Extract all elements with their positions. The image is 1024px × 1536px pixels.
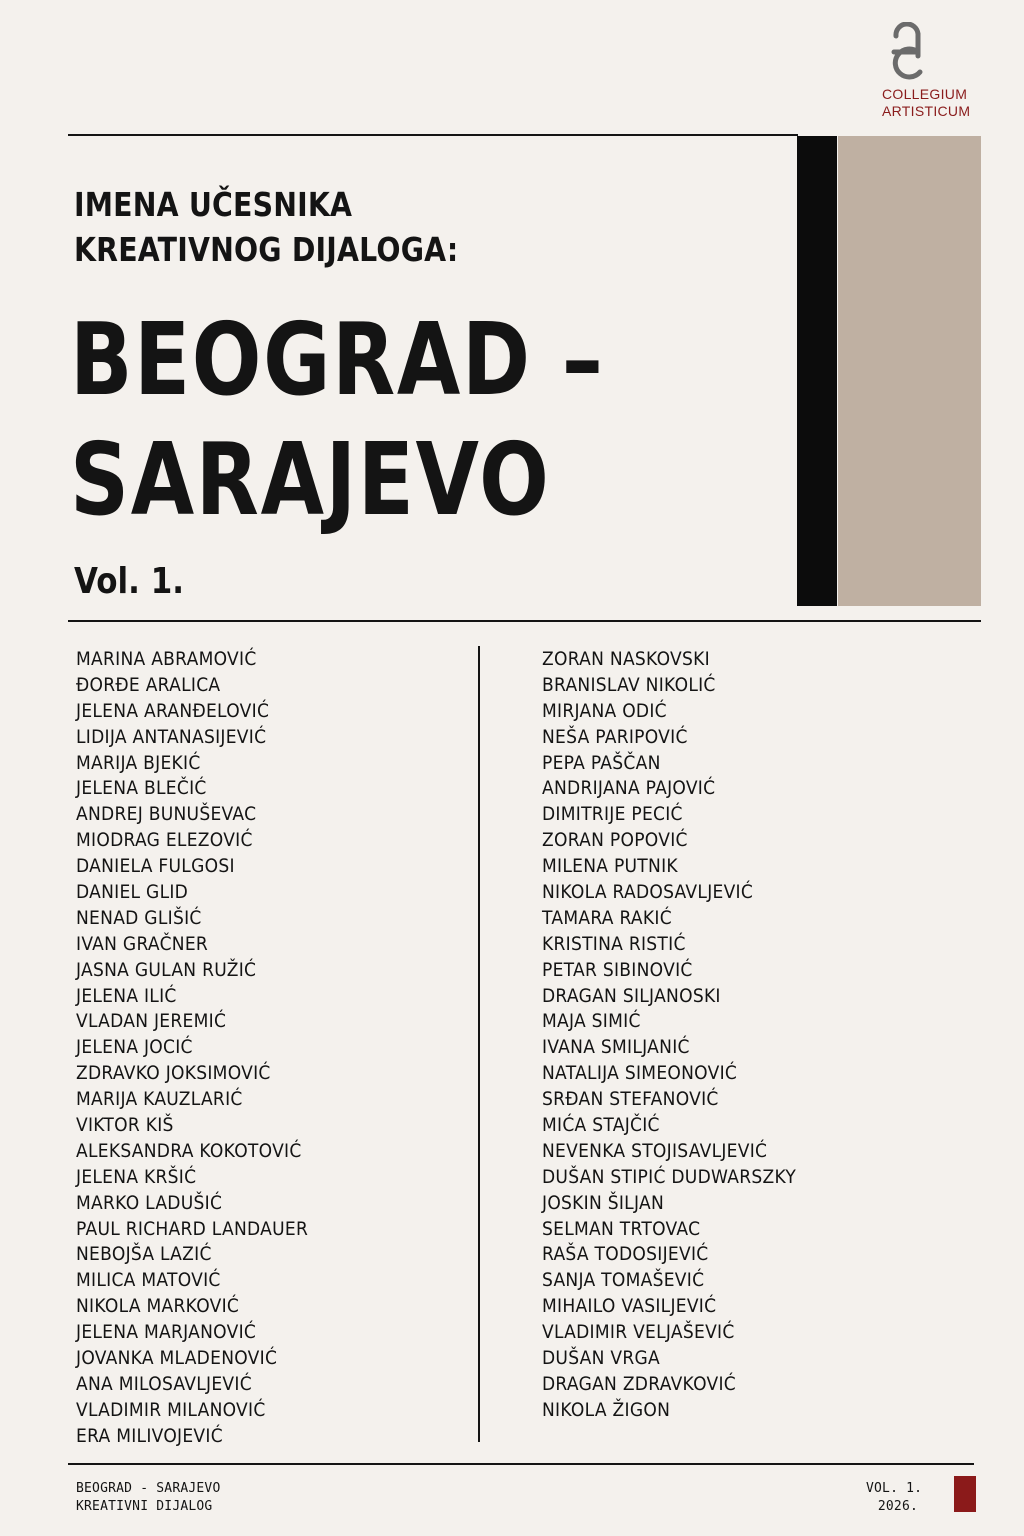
tan-block: [838, 136, 981, 606]
list-item: MIRJANA ODIĆ: [542, 699, 667, 722]
logo-text: [882, 86, 970, 120]
footer-right: [866, 1480, 923, 1516]
list-item: MARINA ABRAMOVIĆ: [76, 648, 257, 670]
black-bar: [797, 136, 837, 606]
list-item: MILENA PUTNIK: [542, 855, 678, 878]
logo-line-1: COLLEGIUM: [882, 86, 968, 102]
names-list-left: [76, 647, 308, 1450]
list-item: ERA MILIVOJEVIĆ: [76, 1424, 223, 1447]
list-item: NEBOJŠA LAZIĆ: [76, 1243, 212, 1266]
list-item: MIĆA STAJČIĆ: [542, 1114, 660, 1137]
footer-square: [954, 1476, 976, 1512]
footer-left: [76, 1480, 220, 1516]
list-item: PETAR SIBINOVIĆ: [542, 958, 693, 981]
top-rule: [68, 134, 798, 136]
list-item: IVANA SMILJANIĆ: [542, 1036, 690, 1059]
list-item: NENAD GLIŠIĆ: [76, 906, 202, 929]
list-item: PAUL RICHARD LANDAUER: [76, 1217, 309, 1240]
list-item: ANA MILOSAVLJEVIĆ: [76, 1372, 252, 1395]
list-item: MILICA MATOVIĆ: [76, 1269, 221, 1292]
list-item: JELENA JOCIĆ: [76, 1036, 193, 1059]
header-bottom-rule: [68, 620, 981, 622]
footer-right-line-2: 2026.: [877, 1499, 918, 1514]
list-item: VLADAN JEREMIĆ: [76, 1010, 227, 1033]
list-item: NATALIJA SIMEONOVIĆ: [542, 1062, 738, 1085]
list-item: ZORAN POPOVIĆ: [542, 829, 688, 852]
footer-rule: [68, 1463, 974, 1465]
list-item: MIODRAG ELEZOVIĆ: [76, 829, 253, 852]
page-title: [70, 300, 605, 540]
list-item: NIKOLA RADOSAVLJEVIĆ: [542, 881, 754, 904]
list-item: BRANISLAV NIKOLIĆ: [542, 673, 716, 696]
collegium-artisticum-logo-icon: [884, 22, 930, 80]
list-item: JELENA ILIĆ: [76, 984, 177, 1007]
list-item: SRĐAN STEFANOVIĆ: [542, 1088, 719, 1111]
column-divider: [478, 646, 480, 1442]
list-item: DUŠAN STIPIĆ DUDWARSZKY: [542, 1165, 797, 1188]
list-item: JASNA GULAN RUŽIĆ: [76, 958, 257, 981]
list-item: DRAGAN SILJANOSKI: [542, 984, 721, 1007]
list-item: ALEKSANDRA KOKOTOVIĆ: [76, 1139, 302, 1162]
list-item: JELENA BLEČIĆ: [76, 777, 207, 800]
list-item: ANDREJ BUNUŠEVAC: [76, 803, 257, 826]
list-item: ZORAN NASKOVSKI: [542, 648, 710, 670]
subtitle-line-1: IMENA UČESNIKA: [74, 185, 353, 224]
list-item: NEŠA PARIPOVIĆ: [542, 725, 688, 748]
list-item: LIDIJA ANTANASIJEVIĆ: [76, 725, 267, 748]
list-item: DANIELA FULGOSI: [76, 855, 235, 878]
list-item: SELMAN TRTOVAC: [542, 1217, 701, 1240]
list-item: TAMARA RAKIĆ: [542, 906, 672, 929]
footer-right-line-1: VOL. 1.: [866, 1481, 923, 1496]
list-item: NIKOLA ŽIGON: [542, 1398, 671, 1421]
list-item: ANDRIJANA PAJOVIĆ: [542, 777, 716, 800]
list-item: PEPA PAŠČAN: [542, 751, 661, 774]
list-item: VLADIMIR VELJAŠEVIĆ: [542, 1321, 735, 1344]
list-item: MARIJA BJEKIĆ: [76, 751, 201, 774]
collegium-artisticum-logo: [880, 22, 990, 122]
list-item: ĐORĐE ARALICA: [76, 673, 221, 696]
list-item: IVAN GRAČNER: [76, 932, 209, 955]
list-item: MARKO LADUŠIĆ: [76, 1191, 223, 1214]
list-item: MIHAILO VASILJEVIĆ: [542, 1295, 717, 1318]
names-list-right: [542, 647, 796, 1424]
list-item: JELENA MARJANOVIĆ: [76, 1321, 257, 1344]
footer-left-line-1: BEOGRAD - SARAJEVO: [76, 1481, 221, 1496]
list-item: MARIJA KAUZLARIĆ: [76, 1088, 243, 1111]
list-item: NEVENKA STOJISAVLJEVIĆ: [542, 1139, 768, 1162]
logo-line-2: ARTISTICUM: [882, 103, 971, 119]
title-line-2: SARAJEVO: [70, 421, 551, 538]
list-item: DIMITRIJE PECIĆ: [542, 803, 683, 826]
list-item: DUŠAN VRGA: [542, 1347, 661, 1370]
list-item: SANJA TOMAŠEVIĆ: [542, 1269, 705, 1292]
list-item: MAJA SIMIĆ: [542, 1010, 641, 1033]
list-item: JELENA ARANĐELOVIĆ: [76, 699, 270, 722]
list-item: JOVANKA MLADENOVIĆ: [76, 1347, 278, 1370]
list-item: KRISTINA RISTIĆ: [542, 932, 686, 955]
footer-left-line-2: KREATIVNI DIJALOG: [76, 1499, 213, 1514]
list-item: DANIEL GLID: [76, 881, 189, 904]
subtitle-line-2: KREATIVNOG DIJALOGA:: [74, 230, 459, 269]
subtitle: [74, 182, 458, 272]
list-item: VLADIMIR MILANOVIĆ: [76, 1398, 266, 1421]
list-item: ZDRAVKO JOKSIMOVIĆ: [76, 1062, 271, 1085]
list-item: JOSKIN ŠILJAN: [542, 1191, 665, 1214]
list-item: VIKTOR KIŠ: [76, 1114, 174, 1137]
volume-label: Vol. 1.: [74, 561, 184, 602]
list-item: DRAGAN ZDRAVKOVIĆ: [542, 1372, 737, 1395]
title-line-1: BEOGRAD –: [70, 301, 605, 418]
list-item: JELENA KRŠIĆ: [76, 1165, 197, 1188]
list-item: NIKOLA MARKOVIĆ: [76, 1295, 240, 1318]
list-item: RAŠA TODOSIJEVIĆ: [542, 1243, 709, 1266]
